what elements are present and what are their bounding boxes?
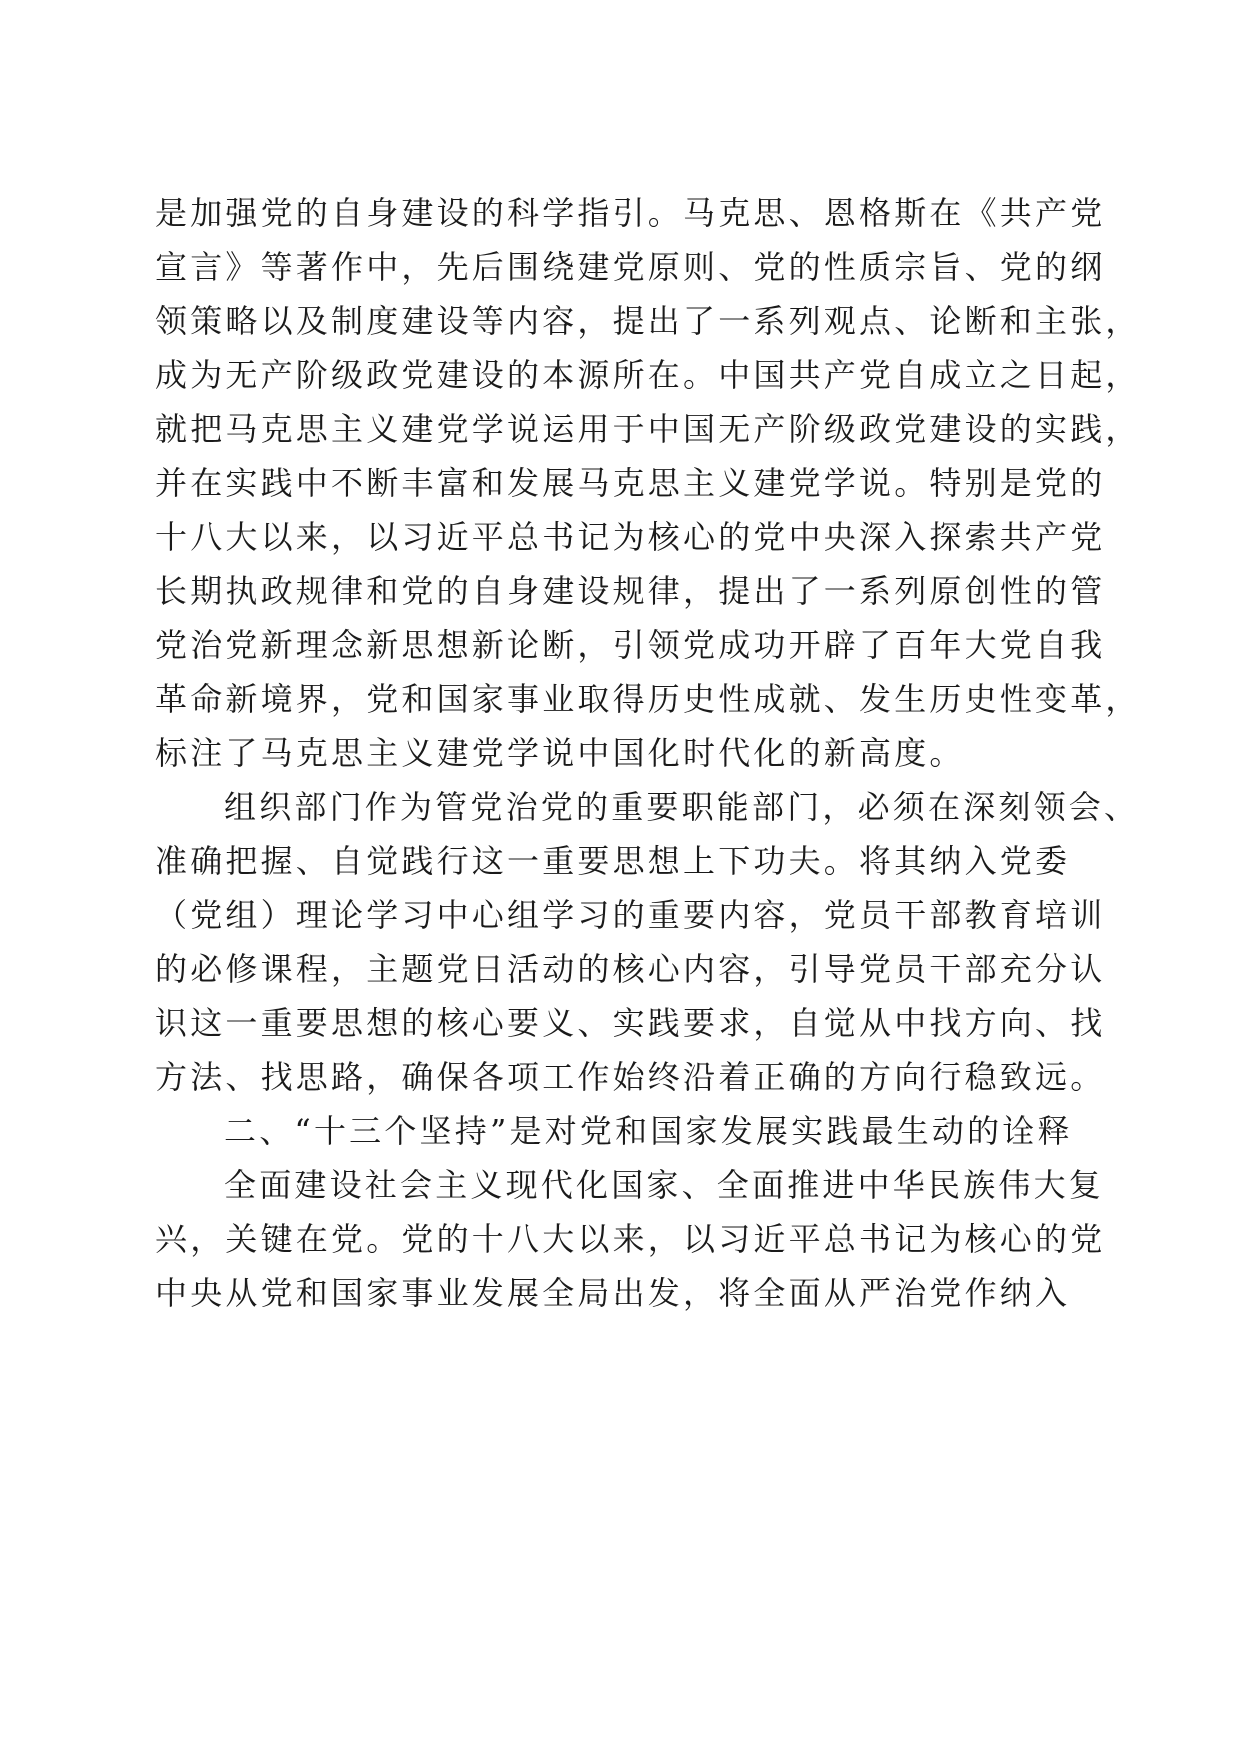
paragraph-line: 并在实践中不断丰富和发展马克思主义建党学说。特别是党的 (155, 464, 1106, 502)
paragraph-line: 长期执政规律和党的自身建设规律，提出了一系列原创性的管 (155, 572, 1106, 610)
body-text (155, 186, 1141, 1320)
paragraph-line: 党治党新理念新思想新论断，引领党成功开辟了百年大党自我 (155, 626, 1106, 664)
paragraph-line: 成为无产阶级政党建设的本源所在。中国共产党自成立之日起， (155, 356, 1141, 394)
paragraph-line: （党组）理论学习中心组学习的重要内容，党员干部教育培训 (155, 896, 1106, 934)
section-heading: 二、“十三个坚持”是对党和国家发展实践最生动的诠释 (224, 1112, 1073, 1150)
paragraph-line: 十八大以来，以习近平总书记为核心的党中央深入探索共产党 (155, 518, 1106, 556)
paragraph-line: 是加强党的自身建设的科学指引。马克思、恩格斯在《共产党 (155, 194, 1106, 232)
paragraph-line: 就把马克思主义建党学说运用于中国无产阶级政党建设的实践， (155, 410, 1141, 448)
paragraph-line: 全面建设社会主义现代化国家、全面推进中华民族伟大复 (224, 1166, 1105, 1204)
paragraph-line: 革命新境界，党和国家事业取得历史性成就、发生历史性变革， (155, 680, 1141, 718)
paragraph-line: 标注了马克思主义建党学说中国化时代化的新高度。 (155, 734, 965, 772)
paragraph-line: 中央从党和国家事业发展全局出发，将全面从严治党作纳入 (155, 1274, 1071, 1312)
paragraph-line: 识这一重要思想的核心要义、实践要求，自觉从中找方向、找 (155, 1004, 1106, 1042)
paragraph-line: 宣言》等著作中，先后围绕建党原则、党的性质宗旨、党的纲 (155, 248, 1106, 286)
paragraph-line: 准确把握、自觉践行这一重要思想上下功夫。将其纳入党委 (155, 842, 1071, 880)
paragraph-line: 兴，关键在党。党的十八大以来，以习近平总书记为核心的党 (155, 1220, 1106, 1258)
paragraph-line: 领策略以及制度建设等内容，提出了一系列观点、论断和主张， (155, 302, 1141, 340)
paragraph-line: 的必修课程，主题党日活动的核心内容，引导党员干部充分认 (155, 950, 1106, 988)
paragraph-line: 方法、找思路，确保各项工作始终沿着正确的方向行稳致远。 (155, 1058, 1106, 1096)
paragraph-line: 组织部门作为管党治党的重要职能部门，必须在深刻领会、 (224, 788, 1140, 826)
